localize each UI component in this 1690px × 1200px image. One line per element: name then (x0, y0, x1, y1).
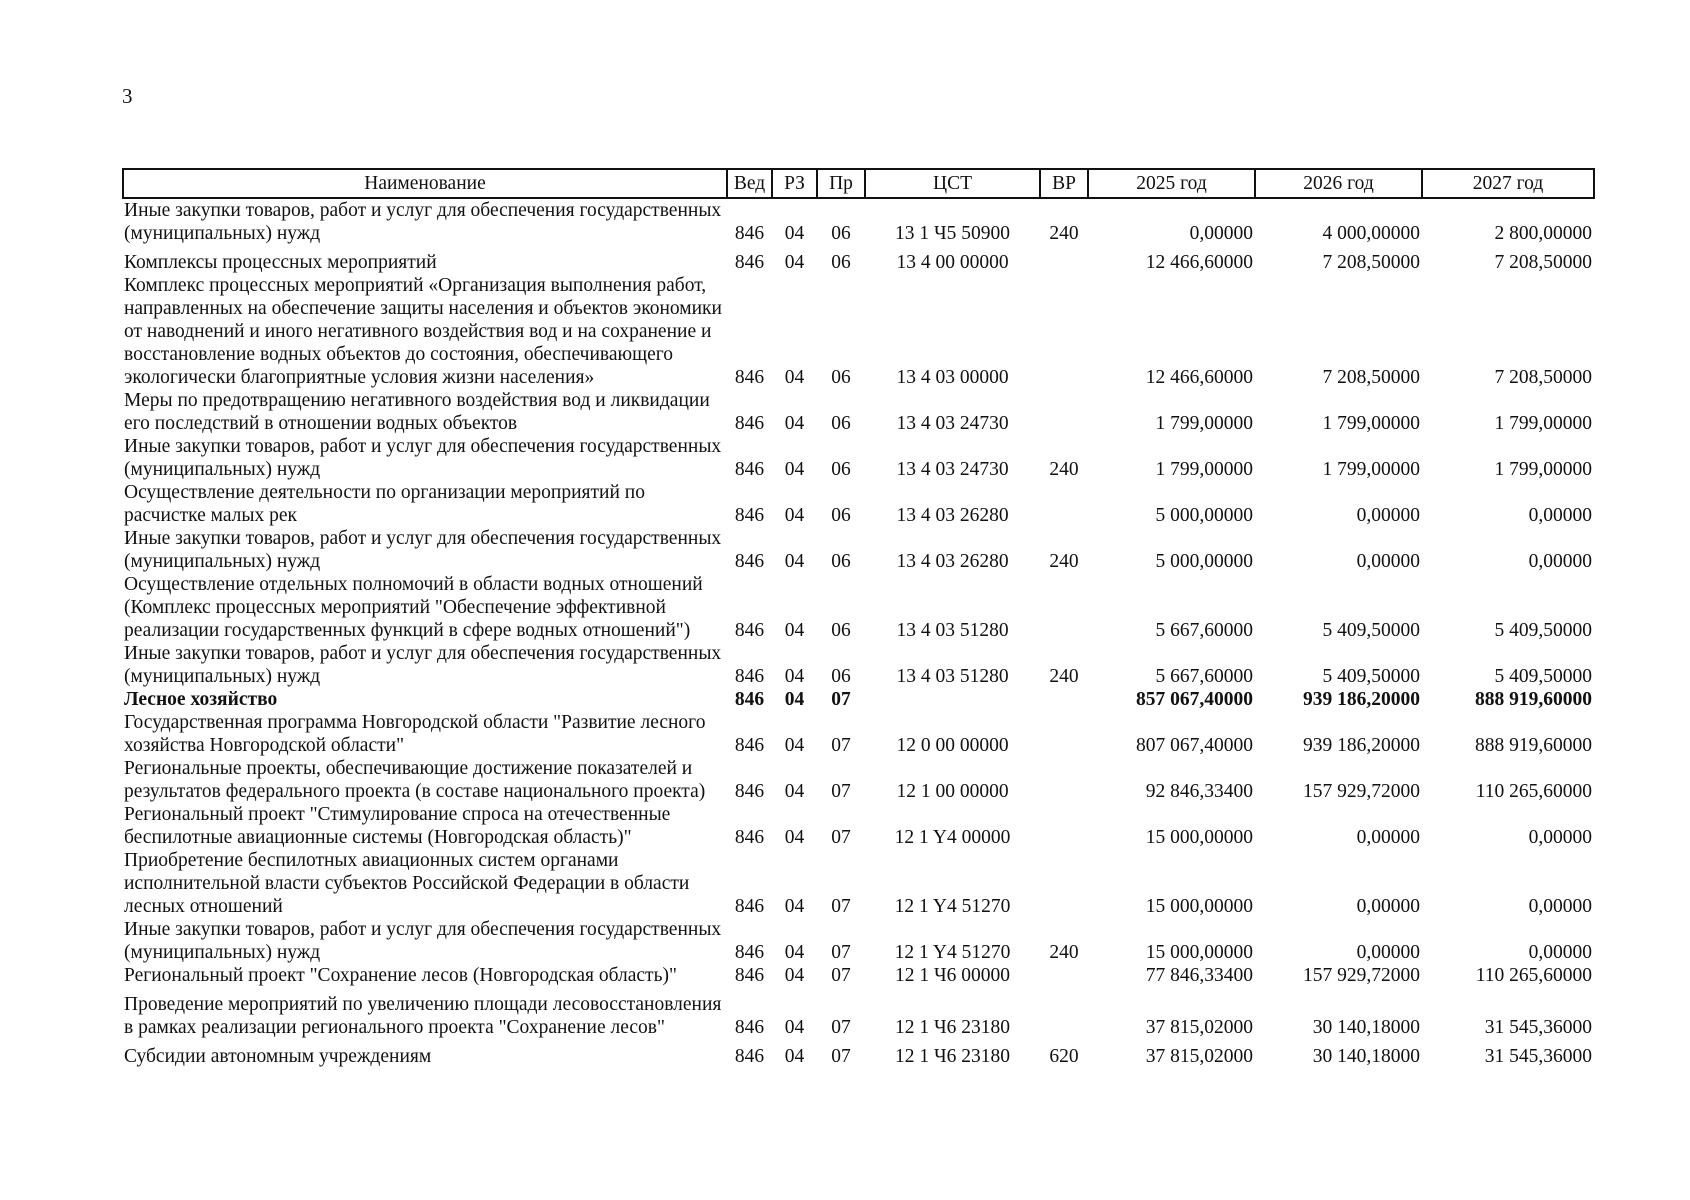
cell-pr: 07 (831, 965, 851, 986)
cell-rz: 04 (784, 781, 805, 802)
table-row (123, 987, 1594, 1039)
cell-pr: 07 (831, 942, 851, 963)
cell-name: Региональные проекты, обеспечивающие достижение показателей и результатов федерального проекта (в составе национального проекта) (124, 758, 706, 802)
cell-cst: 12 1 Ч6 00000 (894, 965, 1011, 986)
cell-name: Комплексы процессных мероприятий (124, 252, 437, 273)
cell-2025: 92 846,33400 (1145, 781, 1253, 802)
cell-2027: 888 919,60000 (1475, 735, 1592, 756)
cell-2025: 15 000,00000 (1145, 942, 1253, 963)
cell-pr: 06 (831, 459, 851, 480)
cell-2026: 1 799,00000 (1322, 413, 1420, 434)
cell-rz: 04 (784, 459, 805, 480)
cell-cst: 13 4 03 26280 (896, 551, 1009, 572)
cell-2026: 1 799,00000 (1322, 459, 1420, 480)
cell-2025: 77 846,33400 (1145, 965, 1253, 986)
cell-ved: 846 (734, 459, 765, 480)
cell-2025: 15 000,00000 (1145, 896, 1253, 917)
table-row (123, 245, 1594, 274)
cell-2025: 857 067,40000 (1136, 689, 1253, 710)
cell-vr (1040, 849, 1088, 918)
cell-pr: 06 (831, 551, 851, 572)
cell-ved: 846 (734, 223, 765, 244)
cell-name: Государственная программа Новгородской области "Развитие лесного хозяйства Новгородской области" (124, 712, 706, 756)
cell-name: Иные закупки товаров, работ и услуг для обеспечения государственных (муниципальных) нужд (124, 200, 722, 244)
cell-ved: 846 (734, 551, 765, 572)
header-cst: ЦСТ (865, 169, 1040, 198)
budget-table (122, 168, 1595, 1068)
header-ved: Вед (727, 169, 772, 198)
cell-cst: 13 4 00 00000 (896, 252, 1009, 273)
cell-2026: 7 208,50000 (1322, 252, 1420, 273)
cell-rz: 04 (784, 252, 805, 273)
cell-2026: 157 929,72000 (1303, 965, 1420, 986)
cell-vr (1040, 964, 1088, 987)
cell-name: Лесное хозяйство (124, 689, 278, 710)
cell-name: Проведение мероприятий по увеличению площади лесовосстановления в рамках реализации регионального проекта "Сохранение лесов" (124, 994, 722, 1038)
header-rz: РЗ (772, 169, 817, 198)
header-2025: 2025 год (1088, 169, 1255, 198)
header-2026: 2026 год (1255, 169, 1422, 198)
cell-name: Приобретение беспилотных авиационных систем органами исполнительной власти субъектов Российской Федерации в области лесных отношений (124, 850, 690, 917)
cell-name: Комплекс процессных мероприятий «Организация выполнения работ, направленных на обеспечение защиты населения и объектов экономики от наводнений и иного негативного воздействия вод и на сохранение и восстановление водных объектов до состояния, обеспечивающего экологически благоприятные условия жизни населения» (124, 275, 722, 388)
cell-vr (1040, 688, 1088, 711)
cell-2027: 7 208,50000 (1494, 367, 1592, 388)
cell-cst: 12 1 Y4 51270 (894, 942, 1011, 963)
cell-2025: 5 667,60000 (1155, 620, 1253, 641)
cell-cst: 12 1 Ч6 23180 (894, 1046, 1011, 1067)
cell-ved: 846 (734, 666, 765, 687)
cell-name: Иные закупки товаров, работ и услуг для обеспечения государственных (муниципальных) нужд (124, 436, 722, 480)
cell-name: Меры по предотвращению негативного воздействия вод и ликвидации его последствий в отношении водных объектов (124, 390, 710, 434)
cell-vr (1040, 481, 1088, 527)
cell-cst: 12 1 00 00000 (896, 781, 1009, 802)
cell-2025: 15 000,00000 (1145, 827, 1253, 848)
cell-2027: 31 545,36000 (1484, 1017, 1592, 1038)
cell-vr (1040, 987, 1088, 1039)
table-row (123, 389, 1594, 435)
cell-name: Региональный проект "Стимулирование спроса на отечественные беспилотные авиационные системы (Новгородская область)" (124, 804, 671, 848)
cell-2026: 30 140,18000 (1312, 1017, 1420, 1038)
cell-2025: 5 000,00000 (1155, 505, 1253, 526)
page-number: 3 (122, 84, 133, 108)
cell-2027: 888 919,60000 (1475, 689, 1592, 710)
cell-pr: 07 (831, 827, 851, 848)
cell-2025: 0,00000 (1189, 223, 1253, 244)
cell-2027: 0,00000 (1528, 827, 1592, 848)
cell-ved: 846 (734, 505, 765, 526)
cell-2025: 1 799,00000 (1155, 413, 1253, 434)
cell-rz: 04 (784, 551, 805, 572)
cell-pr: 07 (831, 1017, 851, 1038)
cell-pr: 06 (831, 367, 851, 388)
cell-pr: 06 (831, 505, 851, 526)
cell-pr: 07 (831, 689, 851, 710)
cell-2026: 157 929,72000 (1303, 781, 1420, 802)
cell-name: Субсидии автономным учреждениям (124, 1046, 432, 1067)
cell-pr: 06 (831, 223, 851, 244)
cell-rz: 04 (784, 689, 805, 710)
cell-vr (1040, 573, 1088, 642)
header-name: Наименование (123, 169, 727, 198)
cell-vr (1040, 274, 1088, 389)
table-row (123, 274, 1594, 389)
table-row (123, 573, 1594, 642)
cell-2025: 12 466,60000 (1145, 252, 1253, 273)
cell-2027: 2 800,00000 (1494, 223, 1592, 244)
cell-name: Иные закупки товаров, работ и услуг для обеспечения государственных (муниципальных) нужд (124, 528, 722, 572)
cell-2026: 4 000,00000 (1322, 223, 1420, 244)
cell-cst: 13 1 Ч5 50900 (894, 223, 1011, 244)
cell-vr (1040, 245, 1088, 274)
cell-2027: 110 265,60000 (1475, 965, 1592, 986)
cell-2026: 30 140,18000 (1312, 1046, 1420, 1067)
cell-vr (1040, 711, 1088, 757)
cell-vr: 620 (1049, 1046, 1079, 1067)
cell-ved: 846 (734, 781, 765, 802)
cell-rz: 04 (784, 367, 805, 388)
cell-2027: 5 409,50000 (1494, 620, 1592, 641)
cell-2025: 37 815,02000 (1145, 1046, 1253, 1067)
cell-2027: 1 799,00000 (1494, 459, 1592, 480)
cell-ved: 846 (734, 896, 765, 917)
cell-2027: 0,00000 (1528, 505, 1592, 526)
cell-2025: 37 815,02000 (1145, 1017, 1253, 1038)
cell-2027: 7 208,50000 (1494, 252, 1592, 273)
cell-2027: 0,00000 (1528, 942, 1592, 963)
cell-ved: 846 (734, 367, 765, 388)
cell-2027: 0,00000 (1528, 896, 1592, 917)
cell-cst: 12 1 Y4 51270 (894, 896, 1011, 917)
cell-rz: 04 (784, 1017, 805, 1038)
cell-cst (865, 688, 1040, 711)
cell-pr: 06 (831, 252, 851, 273)
cell-2027: 5 409,50000 (1494, 666, 1592, 687)
cell-2026: 0,00000 (1356, 896, 1420, 917)
cell-vr (1040, 757, 1088, 803)
cell-2025: 5 000,00000 (1155, 551, 1253, 572)
table-row (123, 757, 1594, 803)
cell-vr: 240 (1049, 666, 1079, 687)
cell-vr: 240 (1049, 942, 1079, 963)
cell-2026: 5 409,50000 (1322, 666, 1420, 687)
table-row (123, 918, 1594, 964)
cell-rz: 04 (784, 827, 805, 848)
table-row (123, 964, 1594, 987)
cell-cst: 13 4 03 51280 (896, 620, 1009, 641)
cell-pr: 07 (831, 1046, 851, 1067)
cell-pr: 06 (831, 413, 851, 434)
table-header (123, 169, 1594, 198)
cell-cst: 13 4 03 00000 (896, 367, 1009, 388)
table-row (123, 481, 1594, 527)
cell-2025: 807 067,40000 (1136, 735, 1253, 756)
cell-2026: 0,00000 (1356, 505, 1420, 526)
cell-2026: 5 409,50000 (1322, 620, 1420, 641)
table-row (123, 803, 1594, 849)
cell-2026: 939 186,20000 (1303, 735, 1420, 756)
cell-cst: 13 4 03 24730 (896, 413, 1009, 434)
cell-2026: 7 208,50000 (1322, 367, 1420, 388)
header-vr: ВР (1040, 169, 1088, 198)
cell-2027: 110 265,60000 (1475, 781, 1592, 802)
cell-2025: 12 466,60000 (1145, 367, 1253, 388)
table-row (123, 527, 1594, 573)
cell-rz: 04 (784, 505, 805, 526)
cell-rz: 04 (784, 666, 805, 687)
cell-rz: 04 (784, 413, 805, 434)
cell-cst: 13 4 03 51280 (896, 666, 1009, 687)
table-row (123, 711, 1594, 757)
cell-rz: 04 (784, 1046, 805, 1067)
cell-name: Осуществление отдельных полномочий в области водных отношений (Комплекс процессных мероприятий "Обеспечение эффективной реализации государственных функций в сфере водных отношений") (124, 574, 703, 641)
cell-2026: 939 186,20000 (1303, 689, 1420, 710)
cell-pr: 07 (831, 735, 851, 756)
table-body (123, 198, 1594, 1068)
cell-rz: 04 (784, 896, 805, 917)
cell-cst: 12 1 Y4 00000 (894, 827, 1011, 848)
cell-pr: 07 (831, 781, 851, 802)
cell-2026: 0,00000 (1356, 551, 1420, 572)
cell-ved: 846 (734, 620, 765, 641)
cell-cst: 13 4 03 26280 (896, 505, 1009, 526)
table-row (123, 642, 1594, 688)
cell-ved: 846 (734, 942, 765, 963)
cell-cst: 12 0 00 00000 (896, 735, 1009, 756)
cell-2025: 5 667,60000 (1155, 666, 1253, 687)
cell-2027: 0,00000 (1528, 551, 1592, 572)
cell-ved: 846 (734, 1046, 765, 1067)
cell-2025: 1 799,00000 (1155, 459, 1253, 480)
cell-ved: 846 (734, 252, 765, 273)
cell-cst: 13 4 03 24730 (896, 459, 1009, 480)
cell-cst: 12 1 Ч6 23180 (894, 1017, 1011, 1038)
cell-ved: 846 (734, 413, 765, 434)
header-2027: 2027 год (1422, 169, 1594, 198)
cell-2026: 0,00000 (1356, 942, 1420, 963)
cell-vr: 240 (1049, 223, 1079, 244)
table-row (123, 688, 1594, 711)
cell-2027: 1 799,00000 (1494, 413, 1592, 434)
cell-vr: 240 (1049, 459, 1079, 480)
cell-2026: 0,00000 (1356, 827, 1420, 848)
cell-vr: 240 (1049, 551, 1079, 572)
header-pr: Пр (817, 169, 865, 198)
cell-ved: 846 (734, 1017, 765, 1038)
cell-ved: 846 (734, 965, 765, 986)
cell-2027: 31 545,36000 (1484, 1046, 1592, 1067)
table-row (123, 849, 1594, 918)
cell-name: Иные закупки товаров, работ и услуг для обеспечения государственных (муниципальных) нужд (124, 643, 722, 687)
cell-name: Региональный проект "Сохранение лесов (Новгородская область)" (124, 965, 677, 986)
table-row (123, 1039, 1594, 1068)
cell-vr (1040, 389, 1088, 435)
cell-vr (1040, 803, 1088, 849)
cell-pr: 06 (831, 666, 851, 687)
cell-rz: 04 (784, 965, 805, 986)
cell-ved: 846 (734, 689, 765, 710)
cell-pr: 07 (831, 896, 851, 917)
cell-ved: 846 (734, 735, 765, 756)
cell-rz: 04 (784, 223, 805, 244)
cell-rz: 04 (784, 620, 805, 641)
cell-name: Иные закупки товаров, работ и услуг для обеспечения государственных (муниципальных) нужд (124, 919, 722, 963)
table-row (123, 435, 1594, 481)
cell-name: Осуществление деятельности по организации мероприятий по расчистке малых рек (124, 482, 645, 526)
cell-pr: 06 (831, 620, 851, 641)
table-row (123, 198, 1594, 245)
cell-ved: 846 (734, 827, 765, 848)
cell-rz: 04 (784, 942, 805, 963)
cell-rz: 04 (784, 735, 805, 756)
header-row (123, 169, 1594, 198)
